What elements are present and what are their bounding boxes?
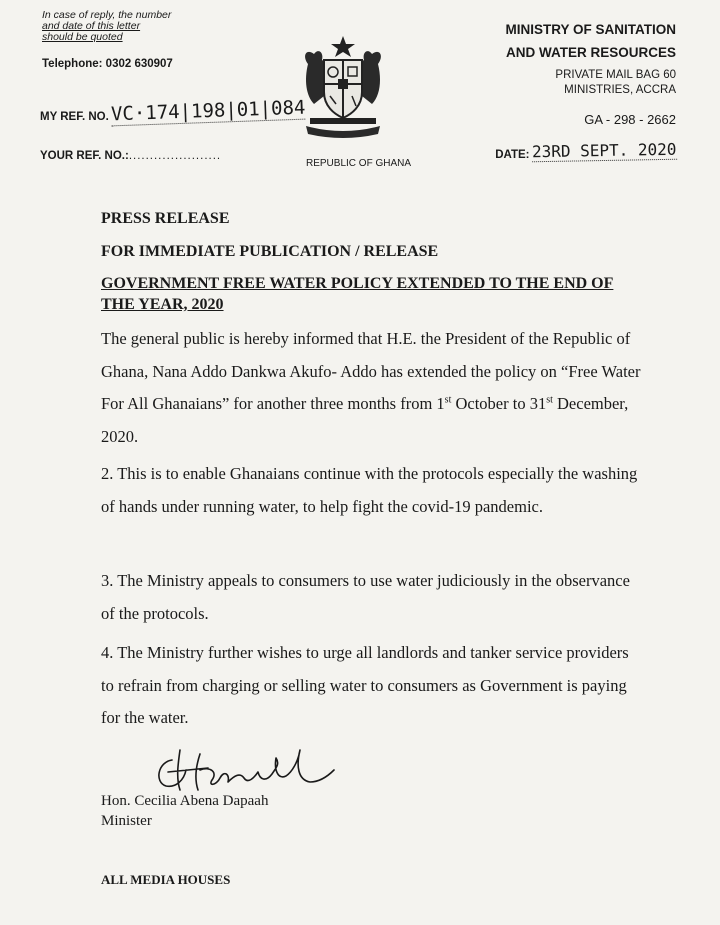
ministry-name bbox=[506, 18, 677, 64]
your-ref bbox=[40, 150, 221, 162]
date-value: 23RD SEPT. 2020 bbox=[531, 139, 677, 162]
paragraph-1-sup-1: st bbox=[444, 394, 452, 406]
ga-code: GA - 298 - 2662 bbox=[584, 112, 676, 127]
my-ref bbox=[40, 96, 306, 126]
signatory-title: Minister bbox=[101, 813, 152, 829]
paragraph-2: 2. This is to enable Ghanaians continue with the protocols especially the washing of hands under running water, to help fight the covid-19 pandemic. bbox=[101, 464, 638, 516]
your-ref-label: YOUR REF. NO.: bbox=[40, 150, 129, 162]
ministry-address bbox=[555, 68, 676, 98]
paragraph-1-end: December, 2020. bbox=[101, 394, 629, 446]
reply-note bbox=[42, 10, 171, 43]
reply-note-line-2: and date of this letter bbox=[42, 20, 141, 32]
signatory-name: Hon. Cecilia Abena Dapaah bbox=[101, 793, 269, 809]
paragraph-1 bbox=[101, 323, 641, 453]
reply-note-line-1: In case of reply, the number bbox=[42, 9, 172, 21]
date bbox=[495, 141, 676, 161]
coat-of-arms-icon bbox=[300, 34, 386, 140]
telephone: Telephone: 0302 630907 bbox=[42, 58, 173, 70]
reply-note-line-3: should be quoted bbox=[42, 31, 123, 43]
your-ref-dots: ...................... bbox=[128, 150, 222, 162]
recipients: ALL MEDIA HOUSES bbox=[101, 872, 231, 887]
press-release-heading: PRESS RELEASE bbox=[101, 210, 230, 227]
signatory bbox=[101, 791, 268, 831]
paragraph-4: 4. The Ministry further wishes to urge all landlords and tanker service providers to refrain from charging or selling water to consumers as Government is paying for the water. bbox=[101, 643, 629, 727]
signature-icon bbox=[150, 740, 340, 795]
crest-caption: REPUBLIC OF GHANA bbox=[306, 158, 412, 169]
ministry-line-1: MINISTRY OF SANITATION bbox=[505, 22, 676, 37]
address-line-1: PRIVATE MAIL BAG 60 bbox=[555, 69, 676, 81]
ministry-line-2: AND WATER RESOURCES bbox=[505, 45, 676, 60]
paragraph-1-text: The general public is hereby informed that H.E. the President of the Republic of Ghana, Nana Addo Dankwa Akufo- Addo has extended the policy on “Free Water For All Ghanaians” for another three months from 1 bbox=[101, 329, 641, 413]
paragraph-1-mid: October to 31 bbox=[451, 394, 547, 413]
address-line-2: MINISTRIES, ACCRA bbox=[564, 84, 676, 96]
publication-heading: FOR IMMEDIATE PUBLICATION / RELEASE bbox=[101, 243, 439, 260]
paragraph-1-sup-2: st bbox=[546, 394, 553, 406]
my-ref-label: MY REF. NO. bbox=[40, 111, 109, 123]
subject-heading: GOVERNMENT FREE WATER POLICY EXTENDED TO THE END OF THE YEAR, 2020 bbox=[101, 275, 614, 313]
paragraph-3: 3. The Ministry appeals to consumers to use water judiciously in the observance of the protocols. bbox=[101, 571, 630, 623]
date-label: DATE: bbox=[495, 149, 530, 161]
my-ref-value: VC·174|198|01|084 bbox=[110, 96, 306, 126]
